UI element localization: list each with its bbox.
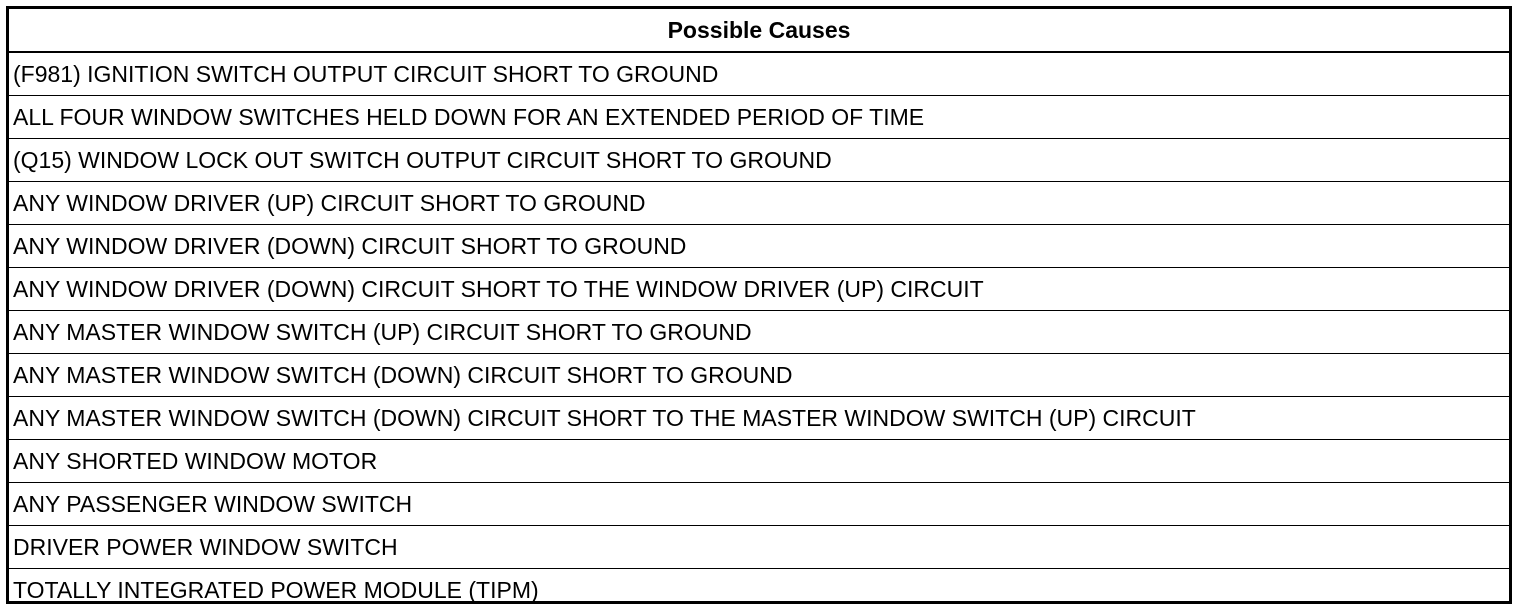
- cause-cell: ALL FOUR WINDOW SWITCHES HELD DOWN FOR AN EXTENDED PERIOD OF TIME: [9, 96, 1509, 139]
- cause-cell: ANY MASTER WINDOW SWITCH (DOWN) CIRCUIT SHORT TO GROUND: [9, 354, 1509, 397]
- cause-cell: TOTALLY INTEGRATED POWER MODULE (TIPM): [9, 569, 1509, 611]
- table-row: [9, 440, 1509, 483]
- table-row: [9, 311, 1509, 354]
- table-row: [9, 52, 1509, 96]
- cause-cell: ANY WINDOW DRIVER (DOWN) CIRCUIT SHORT TO THE WINDOW DRIVER (UP) CIRCUIT: [9, 268, 1509, 311]
- table-row: [9, 139, 1509, 182]
- cause-cell: ANY WINDOW DRIVER (UP) CIRCUIT SHORT TO GROUND: [9, 182, 1509, 225]
- possible-causes-table: [9, 9, 1509, 611]
- cause-cell: ANY WINDOW DRIVER (DOWN) CIRCUIT SHORT TO GROUND: [9, 225, 1509, 268]
- table-row: [9, 268, 1509, 311]
- cause-cell: ANY MASTER WINDOW SWITCH (DOWN) CIRCUIT SHORT TO THE MASTER WINDOW SWITCH (UP) CIRCUIT: [9, 397, 1509, 440]
- table-header-row: [9, 9, 1509, 52]
- table-row: [9, 569, 1509, 611]
- cause-cell: ANY PASSENGER WINDOW SWITCH: [9, 483, 1509, 526]
- table-header-possible-causes: Possible Causes: [9, 9, 1509, 52]
- table-row: [9, 483, 1509, 526]
- table-row: [9, 354, 1509, 397]
- cause-cell: (F981) IGNITION SWITCH OUTPUT CIRCUIT SHORT TO GROUND: [9, 52, 1509, 96]
- cause-cell: ANY MASTER WINDOW SWITCH (UP) CIRCUIT SHORT TO GROUND: [9, 311, 1509, 354]
- table-row: [9, 397, 1509, 440]
- table-row: [9, 526, 1509, 569]
- possible-causes-table-container: [6, 6, 1512, 604]
- table-row: [9, 225, 1509, 268]
- cause-cell: ANY SHORTED WINDOW MOTOR: [9, 440, 1509, 483]
- cause-cell: (Q15) WINDOW LOCK OUT SWITCH OUTPUT CIRCUIT SHORT TO GROUND: [9, 139, 1509, 182]
- table-row: [9, 182, 1509, 225]
- cause-cell: DRIVER POWER WINDOW SWITCH: [9, 526, 1509, 569]
- table-row: [9, 96, 1509, 139]
